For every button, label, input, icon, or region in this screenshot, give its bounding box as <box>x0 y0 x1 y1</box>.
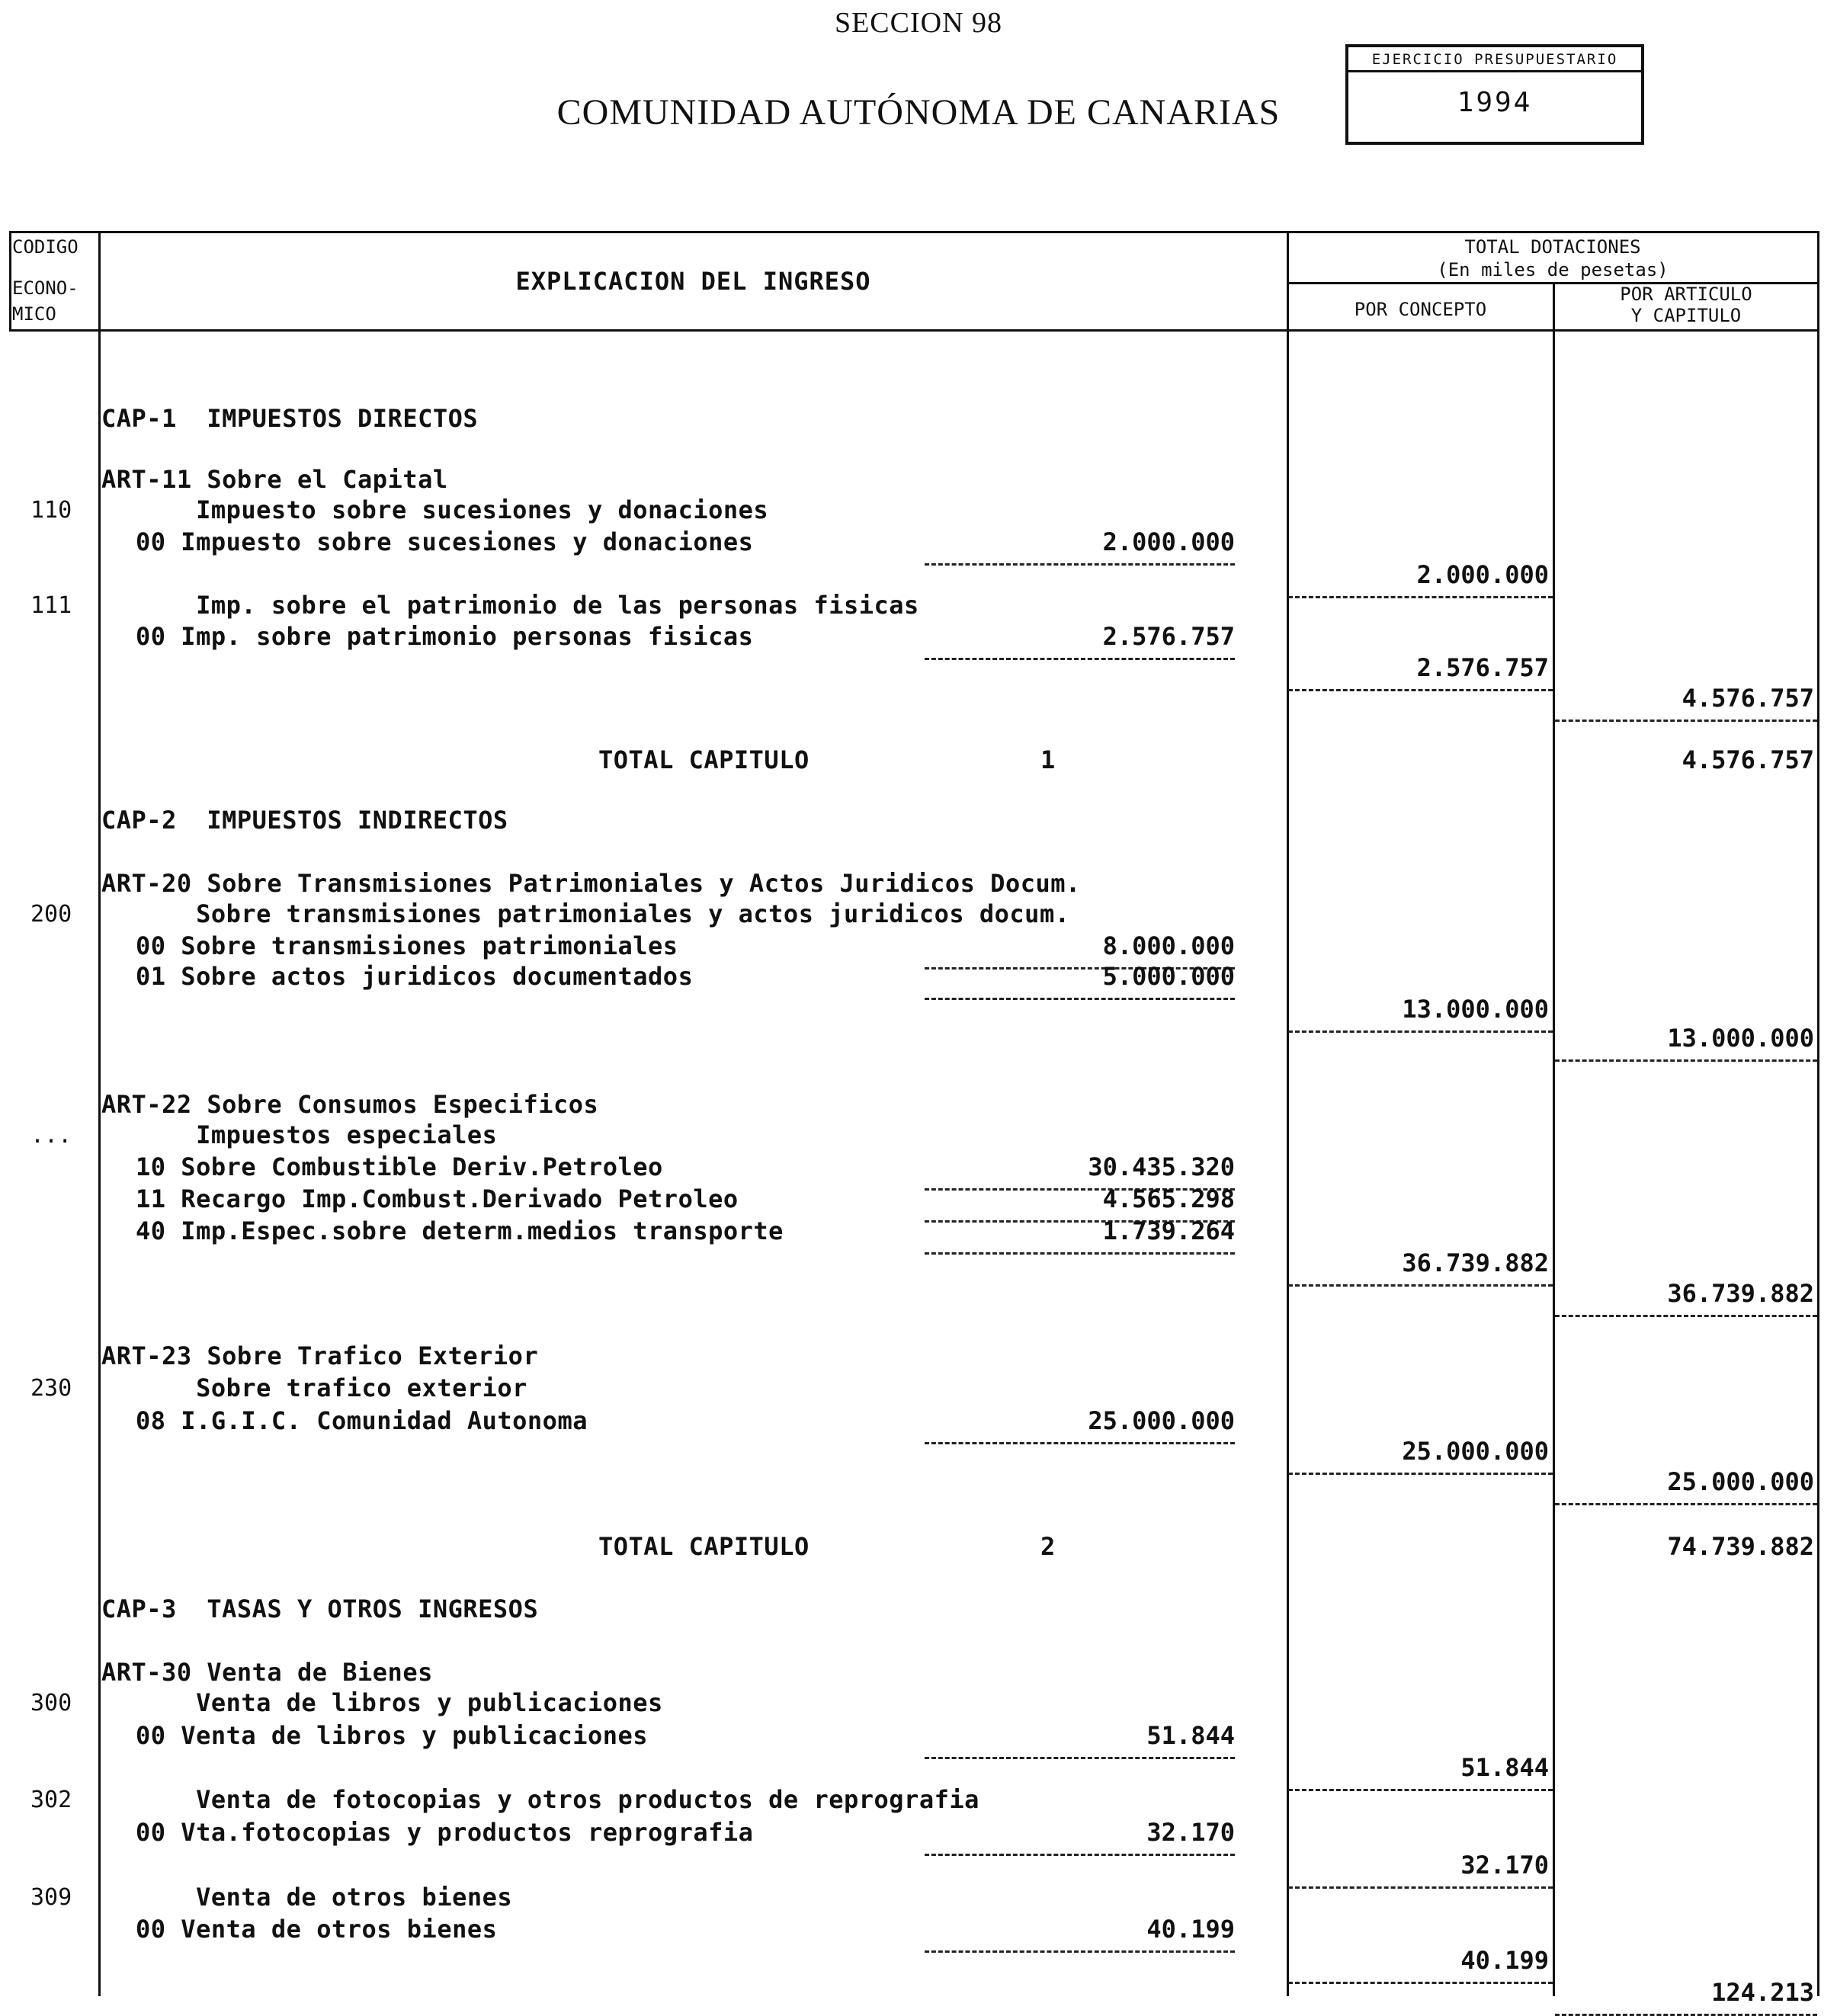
line-amount: 2.576.757 <box>1102 622 1235 651</box>
concept-underline <box>1288 689 1553 691</box>
concept-label: 11 Recargo Imp.Combust.Derivado Petroleo <box>136 1184 739 1213</box>
concept-underline <box>1288 1473 1553 1475</box>
line-amount: 30.435.320 <box>1088 1152 1235 1181</box>
concept-total: 2.576.757 <box>1416 653 1549 682</box>
por-concepto-header: POR CONCEPTO <box>1354 299 1487 320</box>
section-heading-row: ART-30 Venta de Bienes <box>101 1658 433 1687</box>
concept-label: 00 Venta de otros bienes <box>136 1915 498 1944</box>
concept-label: Impuesto sobre sucesiones y donaciones <box>136 495 769 524</box>
economic-code: 230 <box>30 1375 72 1402</box>
concept-label: Venta de libros y publicaciones <box>136 1688 663 1717</box>
explicacion-column-divider <box>1287 231 1289 1996</box>
amount-underline <box>925 1757 1235 1759</box>
concept-total: 13.000.000 <box>1402 995 1549 1024</box>
economic-code: 200 <box>30 901 72 928</box>
section-heading-row: ART-20 Sobre Transmisiones Patrimoniales y Actos Juridicos Docum. <box>101 869 1081 898</box>
concept-total: 51.844 <box>1460 1753 1549 1782</box>
concept-total: 2.000.000 <box>1416 560 1549 589</box>
fiscal-year-value: 1994 <box>1457 87 1533 118</box>
amount-underline <box>925 658 1235 660</box>
concept-label: 00 Vta.fotocopias y productos reprografia <box>136 1818 754 1847</box>
section-heading-row: ART-22 Sobre Consumos Especificos <box>101 1090 599 1119</box>
chapter-number: 1 <box>1040 745 1056 774</box>
article-total: 36.739.882 <box>1667 1279 1814 1308</box>
amount-underline <box>925 1252 1235 1255</box>
line-amount: 51.844 <box>1146 1721 1235 1750</box>
article-underline <box>1555 720 1817 722</box>
concept-label: 00 Impuesto sobre sucesiones y donaciones <box>136 527 754 556</box>
code-header-3: MICO <box>12 303 56 325</box>
document-title: COMUNIDAD AUTÓNOMA DE CANARIAS <box>556 92 1281 133</box>
concept-label: 08 I.G.I.C. Comunidad Autonoma <box>136 1406 588 1435</box>
concept-label: Sobre trafico exterior <box>136 1373 527 1402</box>
concept-label: 10 Sobre Combustible Deriv.Petroleo <box>136 1152 663 1181</box>
chapter-total-label: TOTAL CAPITULO <box>598 1532 809 1561</box>
line-amount: 25.000.000 <box>1088 1406 1235 1435</box>
concept-label: 40 Imp.Espec.sobre determ.medios transporte <box>136 1216 784 1245</box>
chapter-number: 2 <box>1040 1532 1056 1561</box>
section-heading-row: ART-23 Sobre Trafico Exterior <box>101 1341 539 1370</box>
concept-underline <box>1288 1030 1553 1033</box>
article-total: 124.213 <box>1711 1978 1814 2007</box>
concept-total: 36.739.882 <box>1402 1248 1549 1277</box>
article-total: 74.739.882 <box>1667 1532 1814 1561</box>
concept-label: 01 Sobre actos juridicos documentados <box>136 962 694 991</box>
article-underline <box>1555 1503 1817 1505</box>
economic-code: 111 <box>30 592 72 619</box>
economic-code: 110 <box>30 497 72 524</box>
table-top-border <box>9 231 1819 233</box>
code-header-2: ECONO- <box>12 277 79 299</box>
units-header: (En miles de pesetas) <box>1437 259 1669 280</box>
concept-total: 25.000.000 <box>1402 1437 1549 1466</box>
header-bottom-border <box>9 329 1819 332</box>
por-articulo-header-1: POR ARTICULO <box>1620 284 1752 305</box>
economic-code: 300 <box>30 1690 72 1716</box>
table-right-border <box>1817 231 1819 1996</box>
por-articulo-header-2: Y CAPITULO <box>1630 305 1742 326</box>
concept-label: 00 Venta de libros y publicaciones <box>136 1721 649 1750</box>
concepto-column-divider <box>1553 282 1555 1996</box>
line-amount: 8.000.000 <box>1102 931 1235 960</box>
concept-underline <box>1288 596 1553 598</box>
table-left-border <box>9 231 11 332</box>
explicacion-header: EXPLICACION DEL INGRESO <box>515 267 871 296</box>
article-total: 13.000.000 <box>1667 1024 1814 1053</box>
line-amount: 40.199 <box>1146 1915 1235 1944</box>
code-header-1: CODIGO <box>12 236 79 258</box>
concept-underline <box>1288 1886 1553 1889</box>
line-amount: 32.170 <box>1146 1818 1235 1847</box>
economic-code: 309 <box>30 1884 72 1911</box>
concept-underline <box>1288 1982 1553 1984</box>
concept-label: Impuestos especiales <box>136 1120 498 1149</box>
article-underline <box>1555 1315 1817 1317</box>
concept-label: Sobre transmisiones patrimoniales y actos juridicos docum. <box>136 899 1070 928</box>
fiscal-year-label: EJERCICIO PRESUPUESTARIO <box>1348 49 1641 72</box>
line-amount: 2.000.000 <box>1102 527 1235 556</box>
concept-label: Imp. sobre el patrimonio de las personas fisicas <box>136 591 919 620</box>
fiscal-year-box <box>1345 44 1644 145</box>
article-total: 25.000.000 <box>1667 1467 1814 1496</box>
amount-underline <box>925 998 1235 1000</box>
article-underline <box>1555 1059 1817 1062</box>
line-amount: 4.565.298 <box>1102 1184 1235 1213</box>
concept-total: 40.199 <box>1460 1946 1549 1975</box>
chapter-total-label: TOTAL CAPITULO <box>598 745 809 774</box>
article-total: 4.576.757 <box>1682 745 1814 774</box>
section-heading-row: CAP-2 IMPUESTOS INDIRECTOS <box>101 806 508 835</box>
amount-underline <box>925 1950 1235 1953</box>
concept-label: 00 Sobre transmisiones patrimoniales <box>136 931 678 960</box>
concept-total: 32.170 <box>1460 1851 1549 1880</box>
economic-code: 302 <box>30 1787 72 1813</box>
concept-label: Venta de fotocopias y otros productos de reprografia <box>136 1785 979 1814</box>
amount-underline <box>925 563 1235 566</box>
total-dotaciones-header: TOTAL DOTACIONES <box>1464 236 1641 258</box>
article-total: 4.576.757 <box>1682 684 1814 713</box>
concept-label: Venta de otros bienes <box>136 1883 513 1912</box>
line-amount: 5.000.000 <box>1102 962 1235 991</box>
section-heading-row: ART-11 Sobre el Capital <box>101 465 448 494</box>
section-heading-row: CAP-3 TASAS Y OTROS INGRESOS <box>101 1595 539 1623</box>
concept-underline <box>1288 1789 1553 1791</box>
concept-label: 00 Imp. sobre patrimonio personas fisicas <box>136 622 754 651</box>
amount-underline <box>925 1442 1235 1444</box>
section-heading-row: CAP-1 IMPUESTOS DIRECTOS <box>101 404 479 433</box>
line-amount: 1.739.264 <box>1102 1216 1235 1245</box>
economic-code: ... <box>30 1122 72 1149</box>
amount-underline <box>925 1854 1235 1856</box>
section-heading: SECCION 98 <box>834 7 1003 39</box>
code-column-divider <box>98 231 101 1996</box>
concept-underline <box>1288 1284 1553 1287</box>
